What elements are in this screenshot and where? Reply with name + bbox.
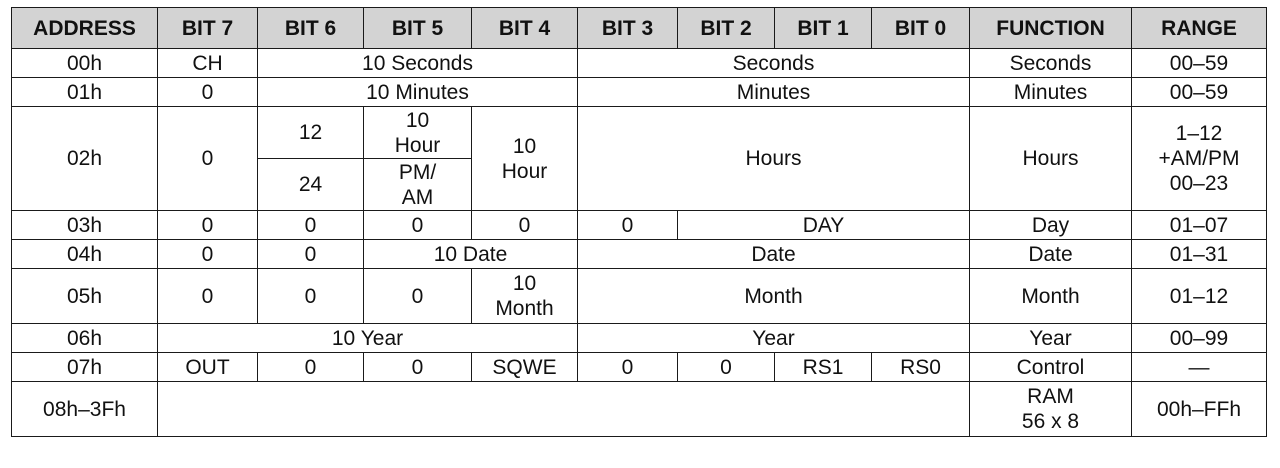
row-04h: [12, 240, 1267, 269]
bit7-cell: 0: [158, 211, 258, 240]
address-cell: 05h: [12, 269, 158, 324]
bit6-12-hour-mode-cell: 12: [258, 107, 364, 159]
bit7-cell: 0: [158, 240, 258, 269]
row-01h: [12, 78, 1267, 107]
row-07h: [12, 353, 1267, 382]
day-field-cell: DAY: [678, 211, 970, 240]
upper-field-cell: 10 Minutes: [258, 78, 578, 107]
row-05h: [12, 269, 1267, 324]
bit4-10-month-cell: 10 Month: [472, 269, 578, 324]
bit3-cell: 0: [578, 211, 678, 240]
bit5-10-hour-cell: 10 Hour: [364, 107, 472, 159]
register-table-container: [11, 7, 1267, 437]
address-cell: 01h: [12, 78, 158, 107]
lower-field-cell: Minutes: [578, 78, 970, 107]
function-cell: Day: [970, 211, 1132, 240]
row-03h: [12, 211, 1267, 240]
upper-field-cell: 10 Seconds: [258, 49, 578, 78]
lower-field-cell: Year: [578, 324, 970, 353]
row-08h-3fh: [12, 382, 1267, 437]
header-row: [12, 8, 1267, 49]
bit6-cell: 0: [258, 353, 364, 382]
col-header-bit0: BIT 0: [872, 8, 970, 49]
range-cell: 00h–FFh: [1132, 382, 1267, 437]
bit5-pm-am-cell: PM/ AM: [364, 159, 472, 211]
col-header-bit3: BIT 3: [578, 8, 678, 49]
function-cell: Seconds: [970, 49, 1132, 78]
range-cell: 00–59: [1132, 78, 1267, 107]
bit5-cell: 0: [364, 353, 472, 382]
function-cell: Month: [970, 269, 1132, 324]
bit6-cell: 0: [258, 269, 364, 324]
bit5-cell: 0: [364, 269, 472, 324]
upper-field-cell: 10 Year: [158, 324, 578, 353]
bit2-cell: 0: [678, 353, 775, 382]
col-header-bit1: BIT 1: [775, 8, 872, 49]
register-map-table: [11, 7, 1267, 437]
function-cell: Minutes: [970, 78, 1132, 107]
col-header-range: RANGE: [1132, 8, 1267, 49]
col-header-function: FUNCTION: [970, 8, 1132, 49]
bit7-cell: CH: [158, 49, 258, 78]
range-cell: 00–59: [1132, 49, 1267, 78]
bit6-24-hour-mode-cell: 24: [258, 159, 364, 211]
bit4-cell: SQWE: [472, 353, 578, 382]
bit6-cell: 0: [258, 211, 364, 240]
row-02h: [12, 107, 1267, 159]
address-cell: 07h: [12, 353, 158, 382]
address-cell: 02h: [12, 107, 158, 211]
bit7-cell: 0: [158, 269, 258, 324]
lower-field-cell: Hours: [578, 107, 970, 211]
bit7-cell: 0: [158, 107, 258, 211]
bit5-cell: 0: [364, 211, 472, 240]
function-cell: Hours: [970, 107, 1132, 211]
col-header-bit7: BIT 7: [158, 8, 258, 49]
bit7-cell: OUT: [158, 353, 258, 382]
function-cell: Date: [970, 240, 1132, 269]
address-cell: 00h: [12, 49, 158, 78]
bit7-cell: 0: [158, 78, 258, 107]
range-cell: 01–31: [1132, 240, 1267, 269]
lower-field-cell: Date: [578, 240, 970, 269]
bit4-10-hour-cell: 10 Hour: [472, 107, 578, 211]
function-cell: Control: [970, 353, 1132, 382]
col-header-bit4: BIT 4: [472, 8, 578, 49]
address-cell: 08h–3Fh: [12, 382, 158, 437]
row-00h: [12, 49, 1267, 78]
col-header-bit2: BIT 2: [678, 8, 775, 49]
col-header-address: ADDRESS: [12, 8, 158, 49]
range-cell: 01–12: [1132, 269, 1267, 324]
range-cell: 01–07: [1132, 211, 1267, 240]
bit1-cell: RS1: [775, 353, 872, 382]
bit4-cell: 0: [472, 211, 578, 240]
function-cell: RAM 56 x 8: [970, 382, 1132, 437]
range-cell: 00–99: [1132, 324, 1267, 353]
bit3-cell: 0: [578, 353, 678, 382]
range-cell: —: [1132, 353, 1267, 382]
range-cell: 1–12 +AM/PM 00–23: [1132, 107, 1267, 211]
col-header-bit5: BIT 5: [364, 8, 472, 49]
address-cell: 04h: [12, 240, 158, 269]
ram-bits-empty-cell: [158, 382, 970, 437]
row-06h: [12, 324, 1267, 353]
function-cell: Year: [970, 324, 1132, 353]
col-header-bit6: BIT 6: [258, 8, 364, 49]
address-cell: 03h: [12, 211, 158, 240]
upper-field-cell: 10 Date: [364, 240, 578, 269]
lower-field-cell: Month: [578, 269, 970, 324]
address-cell: 06h: [12, 324, 158, 353]
bit6-cell: 0: [258, 240, 364, 269]
lower-field-cell: Seconds: [578, 49, 970, 78]
bit0-cell: RS0: [872, 353, 970, 382]
